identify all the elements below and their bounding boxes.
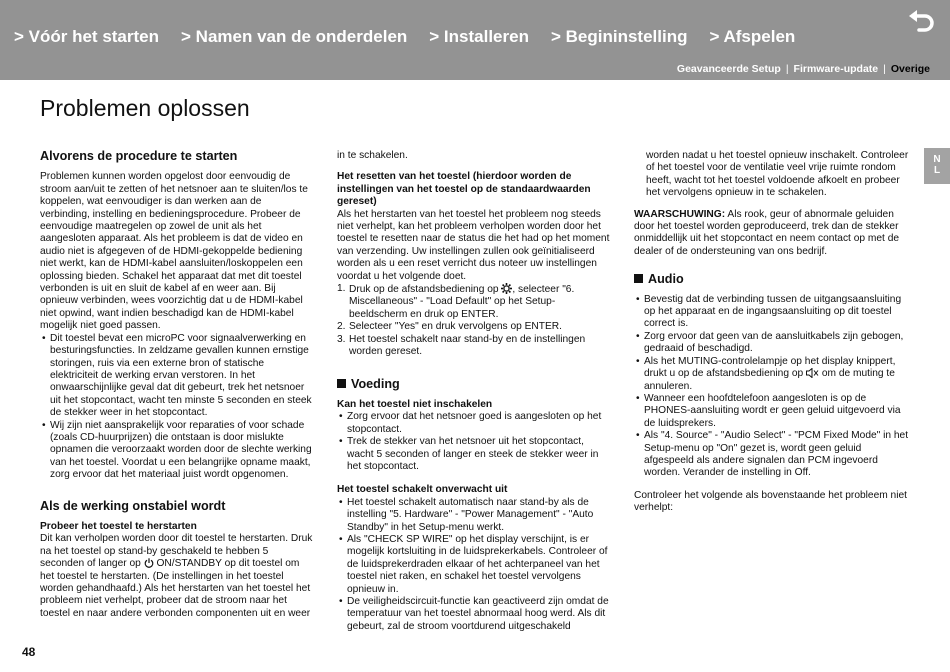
text-fragment: ON/STANDBY op dit toestel om het toestel te herstarten. (De instellingen in het toestel worden gehandhaafd.) Als het herstarten van het toestel het probleem niet verhelpt, probeer dat de stroom naar het toestel en naar andere verbonden componenten uit en weer [40, 558, 311, 619]
list-item: • Zorg ervoor dat geen van de aansluitkabels zijn gebogen, gedraaid of beschadigd. [634, 331, 910, 356]
paragraph-final: Controleer het volgende als bovenstaande het probleem niet verhelpt: [634, 489, 907, 514]
list-item: • Bevestig dat de verbinding tussen de uitgangsaansluiting op het apparaat en de ingangsaansluiting op dit toestel correct is. [634, 294, 910, 331]
text-fragment: Druk op de afstandsbediening op [349, 284, 502, 296]
step-number: 2. [337, 321, 346, 333]
paragraph-continued: worden nadat u het toestel opnieuw inschakelt. Controleer of het toestel voor de ventilatie veel vrije ruimte rondom heeft, wacht tot het toestel voldoende afkoelt en probeer het vervolgens opnieuw in te schakelen. [646, 150, 909, 199]
column-2 [337, 150, 611, 633]
text-fragment: Het toestel schakelt naar stand-by en de instellingen worden gereset. [349, 333, 586, 358]
list-item [337, 283, 611, 321]
list-item: • Wanneer een hoofdtelefoon aangesloten is op de PHONES-aansluiting wordt er geen geluid uitgevoerd via de luidsprekers. [634, 393, 910, 430]
paragraph-continued: in te schakelen. [337, 150, 408, 161]
step-number: 1. [337, 283, 346, 295]
language-tab-letter: L [933, 165, 941, 176]
list-item: • Dit toestel bevat een microPC voor signaalverwerking en besturingsfuncties. In zeldzame gevallen kunnen ernstige storingen, ruis via een externe bron of statische elektriciteit de werking ervan verstoren. In het onwaarschijnlijke geval dat dit gebeurt, trek het netsnoer uit het stopcontact, wacht ten minste 5 seconden en steek de stekker weer in het stopcontact. [40, 333, 314, 420]
sub-navigation [677, 63, 930, 75]
warning-label: WAARSCHUWING: [634, 208, 726, 220]
heading-no-turn-on: Kan het toestel niet inschakelen [337, 398, 493, 410]
heading-text: Voeding [351, 376, 400, 391]
column-1 [40, 150, 314, 620]
list-item: • Het toestel schakelt automatisch naar stand-by als de instelling "5. Hardware" - "Power Management" - "Auto Standby" in het Setup-menu werkt. [337, 497, 611, 534]
list-item [337, 321, 611, 333]
column-3 [634, 150, 910, 515]
bullet-list [634, 294, 910, 480]
bullet-list [337, 411, 611, 473]
heading-unstable: Als de werking onstabiel wordt [40, 498, 226, 513]
warning-paragraph [634, 209, 910, 259]
paragraph-before-start: Problemen kunnen worden opgelost door eenvoudig de stroom aan/uit te zetten of het netsnoer aan te sluiten/los te koppelen, wat eenvoudiger is dan werken aan de verbinding, instelling en bedieningsprocedure. Probeer de eenvoudige maatregelen op zowel de unit als het aangesloten apparaat. Als het probleem is dat de video en audio niet is afgegeven of de HDMI-gekoppelde bediening niet werkt, kan de HDMI-kabel aansluiten/loskoppelen een oplossing bieden. Schakel het apparaat dat met dit toestel verbonden is uit en sluit de kabel af en weer aan. Bij opnieuw verbinden, wees voorzichtig dat u de HDMI-kabel niet opwind, want indien beschadigd kan de HDMI-kabel mogelijk niet goed passen. [40, 171, 308, 332]
text-fragment: Dit kan verholpen worden door dit toestel te herstarten. Druk na het toestel op stand-by geschakeld te hebben 5 seconden of langer op [40, 533, 313, 570]
power-icon [144, 558, 154, 568]
setup-gear-icon [501, 283, 512, 294]
nav-initial-setup[interactable]: > Begininstelling [550, 27, 688, 46]
page-title: Problemen oplossen [40, 95, 250, 121]
heading-unexpected-off: Het toestel schakelt onverwacht uit [337, 484, 508, 496]
section-square-icon [634, 274, 643, 283]
heading-text: Audio [648, 272, 684, 287]
subnav-firmware-update[interactable]: Firmware-update [793, 63, 879, 75]
list-item: • Trek de stekker van het netsnoer uit het stopcontact, wacht 5 seconden of langer en steek de stekker weer in het stopcontact. [337, 436, 611, 473]
heading-audio [634, 273, 910, 285]
paragraph-reset: Als het herstarten van het toestel het probleem nog steeds niet verhelpt, kan het probleem verholpen worden door het toestel te resetten naar de status die het had op het moment van verzending. Uw instellingen zullen ook geïnitialiseerd worden als u een reset verricht dus noteer uw instellingen voordat u het volgende doet. [337, 208, 610, 282]
heading-before-start: Alvorens de procedure te starten [40, 149, 238, 163]
heading-reset: Het resetten van het toestel (hierdoor worden de instellingen van het toestel op de standaardwaarden gereset) [337, 171, 591, 208]
language-tab-letter: N [933, 154, 941, 165]
subnav-other[interactable]: Overige [890, 63, 930, 75]
text-fragment: Als het MUTING-controlelampje op het display knippert, drukt u op de afstandsbediening op [644, 355, 896, 380]
section-square-icon [337, 379, 346, 388]
text-fragment: Als rook, geur of abnormale geluiden door het toestel worden geproduceerd, trek dan de stekker onmiddellijk uit het stopcontact en neem contact op met de dealer of de ondersteuning van ons bedrijf. [634, 208, 900, 257]
nav-before-start[interactable]: > Vóór het starten [14, 27, 160, 46]
list-item [634, 356, 910, 393]
step-number: 3. [337, 333, 346, 345]
list-item: • Zorg ervoor dat het netsnoer goed is aangesloten op het stopcontact. [337, 411, 611, 436]
text-fragment: om de muting te annuleren. [644, 368, 895, 392]
steps-list [337, 283, 611, 358]
list-item: • Wij zijn niet aansprakelijk voor reparaties of voor schade (zoals CD-huurprijzen) die ontstaan is door mislukte opnamen die veroorzaakt worden door de slechte werking van het toestel. Voordat u een belangrijke opname maakt, zorg ervoor dat het materiaal juist wordt opgenomen. [40, 420, 314, 482]
heading-power [337, 378, 611, 390]
list-item: • De veiligheidscircuit-functie kan geactiveerd zijn omdat de temperatuur van het toestel abnormaal hoog werd. Als dit gebeurt, zal de stroom voortdurend uitgeschakeld [337, 596, 611, 633]
language-tab [924, 148, 950, 184]
paragraph-restart [40, 533, 314, 620]
list-item: • Als "4. Source" - "Audio Select" - "PCM Fixed Mode" in het Setup-menu op "On" gezet is, wordt geen geluid afgespeeld als andere signalen dan PCM ingevoerd worden. Verander de instelling in Off. [634, 430, 910, 480]
top-navigation-bar [0, 0, 950, 80]
nav-playback[interactable]: > Afspelen [709, 27, 796, 46]
subnav-separator: | [883, 63, 886, 75]
page-number: 48 [22, 645, 36, 659]
back-icon[interactable] [906, 10, 936, 36]
text-fragment: Selecteer "Yes" en druk vervolgens op ENTER. [349, 321, 562, 333]
nav-part-names[interactable]: > Namen van de onderdelen [181, 27, 408, 46]
list-item [337, 334, 611, 359]
heading-restart: Probeer het toestel te herstarten [40, 520, 197, 532]
bullet-list [337, 497, 611, 633]
text-fragment: , selecteer "6. Miscellaneous" - "Load Default" op het Setup-beeldscherm en druk op ENTER. [349, 284, 575, 320]
bullet-list [40, 333, 314, 482]
subnav-advanced-setup[interactable]: Geavanceerde Setup [676, 63, 781, 75]
mute-icon [806, 368, 819, 378]
list-item: • Als "CHECK SP WIRE" op het display verschijnt, is er mogelijk kortsluiting in de luidsprekerkabels. Controleer of de luidsprekerdraden elkaar of het achterpaneel van het toestel niet raken, en schakel het toestel vervolgens opnieuw in. [337, 534, 611, 596]
main-nav [14, 27, 817, 47]
subnav-separator: | [785, 63, 789, 75]
nav-install[interactable]: > Installeren [429, 27, 529, 46]
